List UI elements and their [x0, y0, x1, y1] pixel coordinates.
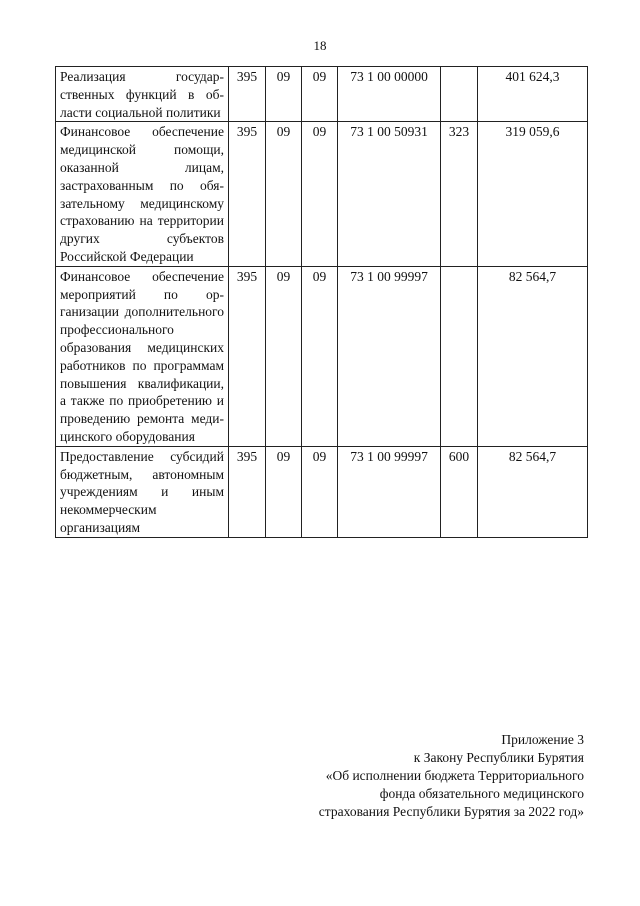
target-code-cell: 73 1 00 99997: [338, 266, 441, 446]
amount-cell: 82 564,7: [478, 266, 588, 446]
expense-type-cell: [441, 67, 478, 122]
appendix-law-title-line-2: фонда обязательного медицинского: [379, 786, 584, 801]
target-code-cell: 73 1 00 99997: [338, 446, 441, 537]
amount-cell: 319 059,6: [478, 122, 588, 266]
row-name-cell: Реализация государственных функций в области социальной политики: [56, 67, 229, 122]
row-name-cell: Финансовое обеспечение медицинской помощи, оказанной лицам, застрахованным по обязательному медицинскому страхованию на территории других субъектов Российской Федерации: [56, 122, 229, 266]
table-row: [56, 446, 588, 537]
table-row: [56, 266, 588, 446]
appendix-block: [224, 731, 584, 821]
table-row: [56, 122, 588, 266]
appendix-law-title-line-1: «Об исполнении бюджета Территориального: [325, 768, 584, 783]
budget-table-body: [56, 67, 588, 538]
ministry-code-cell: 395: [229, 67, 266, 122]
expense-type-cell: 323: [441, 122, 478, 266]
appendix-title: Приложение 3: [501, 732, 584, 747]
amount-cell: 401 624,3: [478, 67, 588, 122]
ministry-code-cell: 395: [229, 266, 266, 446]
appendix-law-reference: к Закону Республики Бурятия: [413, 750, 584, 765]
row-name-cell: Предоставление субсидий бюджетным, автономным учреждениям и иным некоммерческим организациям: [56, 446, 229, 537]
subsection-code-cell: 09: [302, 266, 338, 446]
table-row: [56, 67, 588, 122]
subsection-code-cell: 09: [302, 67, 338, 122]
target-code-cell: 73 1 00 00000: [338, 67, 441, 122]
row-name-cell: Финансовое обеспечение мероприятий по организации дополнительного профессионального образования медицинских работников по программам повышения квалификации, а также по приобретению и проведению ремонта медицинского оборудования: [56, 266, 229, 446]
section-code-cell: 09: [266, 122, 302, 266]
page-number: 18: [313, 38, 327, 53]
target-code-cell: 73 1 00 50931: [338, 122, 441, 266]
amount-cell: 82 564,7: [478, 446, 588, 537]
appendix-law-title-line-3: страхования Республики Бурятия за 2022 год»: [318, 804, 584, 819]
section-code-cell: 09: [266, 67, 302, 122]
subsection-code-cell: 09: [302, 446, 338, 537]
section-code-cell: 09: [266, 446, 302, 537]
subsection-code-cell: 09: [302, 122, 338, 266]
ministry-code-cell: 395: [229, 122, 266, 266]
expense-type-cell: 600: [441, 446, 478, 537]
expense-type-cell: [441, 266, 478, 446]
budget-table: [55, 66, 588, 538]
ministry-code-cell: 395: [229, 446, 266, 537]
section-code-cell: 09: [266, 266, 302, 446]
